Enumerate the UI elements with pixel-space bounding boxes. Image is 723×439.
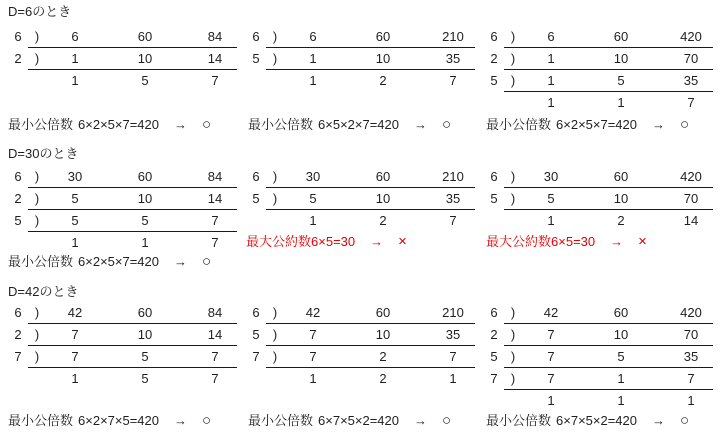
division-paren: ) (510, 371, 516, 386)
lcm-caption (486, 116, 689, 134)
caption-formula: 6×2×5×7=420 (78, 254, 159, 269)
ladder-divisor-row (8, 166, 238, 188)
arrow-icon: → (174, 254, 187, 269)
division-paren: ) (34, 29, 40, 44)
dividend-value: 1 (309, 51, 317, 66)
ladder-divisor-row (484, 48, 714, 70)
result-value: 1 (547, 95, 555, 110)
ladder-divisor-row (246, 188, 476, 210)
dividend-value: 6 (71, 29, 79, 44)
divisor-value: 6 (252, 29, 260, 44)
divisor-value: 2 (14, 191, 22, 206)
caption-formula: 6×2×5×7=420 (78, 117, 159, 132)
dividend-value: 14 (207, 51, 223, 66)
result-value: 14 (683, 213, 699, 228)
dividend-value: 1 (71, 51, 79, 66)
dividend-value: 60 (375, 169, 391, 184)
caption-formula: 6×5×2×7=420 (318, 117, 399, 132)
dividend-value: 10 (613, 327, 629, 342)
dividend-value: 70 (683, 51, 699, 66)
circle-mark-icon: ○ (680, 116, 690, 133)
dividend-value: 7 (449, 349, 457, 364)
dividend-value: 30 (543, 169, 559, 184)
dividend-value: 5 (71, 191, 79, 206)
ladder-divisor-row (484, 70, 714, 92)
dividend-value: 7 (309, 327, 317, 342)
dividend-value: 1 (547, 73, 555, 88)
division-paren: ) (510, 327, 516, 342)
ladder-divisor-row (484, 324, 714, 346)
division-paren: ) (272, 51, 278, 66)
dividend-value: 7 (71, 349, 79, 364)
division-ladder (8, 26, 238, 92)
division-ladder (246, 302, 476, 390)
result-value: 7 (687, 95, 695, 110)
dividend-value: 70 (683, 327, 699, 342)
arrow-icon: → (652, 413, 665, 428)
result-value: 1 (687, 393, 695, 408)
dividend-value: 7 (547, 349, 555, 364)
dividend-value: 60 (137, 29, 153, 44)
result-value: 1 (547, 213, 555, 228)
dividend-value: 42 (305, 305, 321, 320)
dividend-value: 1 (617, 371, 625, 386)
dividend-value: 30 (67, 169, 83, 184)
division-paren: ) (272, 327, 278, 342)
result-value: 2 (617, 213, 625, 228)
divisor-value: 2 (490, 51, 498, 66)
division-ladder (8, 166, 238, 254)
circle-mark-icon: ○ (202, 116, 212, 133)
divisor-value: 5 (252, 191, 260, 206)
division-ladder (484, 302, 714, 412)
dividend-value: 84 (207, 29, 223, 44)
division-paren: ) (34, 305, 40, 320)
division-paren: ) (272, 349, 278, 364)
division-paren: ) (272, 305, 278, 320)
gcd-caption (246, 233, 407, 251)
dividend-value: 210 (442, 29, 464, 44)
dividend-value: 35 (445, 327, 461, 342)
result-value: 7 (449, 73, 457, 88)
division-ladder (246, 26, 476, 92)
ladder-divisor-row (246, 324, 476, 346)
dividend-value: 30 (305, 169, 321, 184)
division-paren: ) (34, 51, 40, 66)
division-ladder (484, 166, 714, 232)
dividend-value: 10 (375, 51, 391, 66)
dividend-value: 210 (442, 169, 464, 184)
dividend-value: 7 (547, 327, 555, 342)
result-value: 1 (71, 73, 79, 88)
ladder-divisor-row (246, 26, 476, 48)
caption-label: 最小公倍数 (8, 117, 74, 132)
dividend-value: 14 (207, 191, 223, 206)
ladder-divisor-row (484, 346, 714, 368)
ladder-result-row (246, 368, 476, 390)
caption-label: 最小公倍数 (248, 413, 314, 428)
divisor-value: 6 (14, 29, 22, 44)
divisor-value: 2 (14, 327, 22, 342)
result-value: 1 (449, 371, 457, 386)
result-value: 1 (141, 235, 149, 250)
arrow-icon: → (610, 234, 624, 249)
ladder-result-row (8, 368, 238, 390)
dividend-value: 10 (137, 191, 153, 206)
caption-label: 最小公倍数 (486, 117, 552, 132)
result-value: 7 (211, 235, 219, 250)
result-value: 7 (449, 213, 457, 228)
dividend-value: 6 (547, 29, 555, 44)
ladder-divisor-row (8, 324, 238, 346)
dividend-value: 210 (442, 305, 464, 320)
dividend-value: 7 (687, 371, 695, 386)
dividend-value: 60 (137, 169, 153, 184)
dividend-value: 10 (137, 327, 153, 342)
dividend-value: 420 (680, 29, 702, 44)
dividend-value: 35 (683, 349, 699, 364)
result-value: 1 (547, 393, 555, 408)
caption-formula: 6×7×5×2=420 (556, 413, 637, 428)
caption-label: 最大公約数 (486, 234, 552, 249)
ladder-divisor-row (246, 166, 476, 188)
caption-formula: 6×5=30 (311, 234, 356, 249)
ladder-result-row (8, 232, 238, 254)
divisor-value: 7 (14, 349, 22, 364)
dividend-value: 84 (207, 305, 223, 320)
divisor-value: 6 (14, 305, 22, 320)
lcm-caption (8, 116, 211, 134)
division-paren: ) (272, 29, 278, 44)
division-ladder (8, 302, 238, 390)
dividend-value: 7 (211, 349, 219, 364)
divisor-value: 5 (490, 73, 498, 88)
dividend-value: 6 (309, 29, 317, 44)
divisor-value: 6 (490, 305, 498, 320)
dividend-value: 10 (375, 327, 391, 342)
gcd-caption (486, 233, 647, 251)
divisor-value: 5 (490, 191, 498, 206)
dividend-value: 5 (617, 349, 625, 364)
dividend-value: 35 (445, 191, 461, 206)
caption-formula: 6×2×7×5=420 (78, 413, 159, 428)
ladder-result-row (484, 390, 714, 412)
dividend-value: 2 (379, 349, 387, 364)
result-value: 1 (617, 95, 625, 110)
result-value: 7 (211, 73, 219, 88)
result-value: 2 (379, 73, 387, 88)
division-ladder (484, 26, 714, 114)
division-paren: ) (34, 191, 40, 206)
divisor-value: 7 (490, 371, 498, 386)
divisor-value: 2 (14, 51, 22, 66)
ladder-result-row (8, 70, 238, 92)
dividend-value: 10 (137, 51, 153, 66)
dividend-value: 420 (680, 305, 702, 320)
dividend-value: 35 (683, 73, 699, 88)
caption-label: 最小公倍数 (486, 413, 552, 428)
caption-label: 最小公倍数 (8, 254, 74, 269)
dividend-value: 7 (547, 371, 555, 386)
dividend-value: 5 (617, 73, 625, 88)
dividend-value: 420 (680, 169, 702, 184)
arrow-icon: → (174, 117, 187, 132)
section-title-d6: D=6のとき (8, 4, 72, 19)
ladder-divisor-row (8, 48, 238, 70)
dividend-value: 10 (613, 191, 629, 206)
divisor-value: 6 (14, 169, 22, 184)
divisor-value: 6 (252, 169, 260, 184)
divisor-value: 6 (252, 305, 260, 320)
dividend-value: 5 (71, 213, 79, 228)
result-value: 1 (309, 213, 317, 228)
dividend-value: 10 (375, 191, 391, 206)
caption-formula: 6×5=30 (551, 234, 596, 249)
dividend-value: 1 (547, 51, 555, 66)
ladder-divisor-row (484, 188, 714, 210)
lcm-caption (486, 412, 689, 430)
ladder-result-row (246, 210, 476, 232)
result-value: 5 (141, 371, 149, 386)
lcm-caption (8, 253, 211, 271)
dividend-value: 7 (71, 327, 79, 342)
divisor-value: 6 (490, 29, 498, 44)
circle-mark-icon: ○ (202, 253, 212, 270)
ladder-result-row (484, 92, 714, 114)
divisor-value: 5 (490, 349, 498, 364)
result-value: 1 (309, 73, 317, 88)
dividend-value: 60 (613, 29, 629, 44)
result-value: 7 (211, 371, 219, 386)
arrow-icon: → (174, 413, 187, 428)
division-paren: ) (34, 327, 40, 342)
dividend-value: 60 (375, 29, 391, 44)
caption-formula: 6×7×5×2=420 (318, 413, 399, 428)
division-paren: ) (272, 169, 278, 184)
division-paren: ) (34, 213, 40, 228)
result-value: 5 (141, 73, 149, 88)
dividend-value: 60 (613, 169, 629, 184)
ladder-divisor-row (484, 166, 714, 188)
ladder-divisor-row (246, 48, 476, 70)
ladder-divisor-row (8, 26, 238, 48)
ladder-divisor-row (484, 368, 714, 390)
dividend-value: 5 (141, 349, 149, 364)
circle-mark-icon: ○ (442, 116, 452, 133)
circle-mark-icon: ○ (680, 412, 690, 429)
divisor-value: 5 (252, 51, 260, 66)
circle-mark-icon: ○ (442, 412, 452, 429)
division-paren: ) (510, 73, 516, 88)
dividend-value: 84 (207, 169, 223, 184)
result-value: 1 (71, 371, 79, 386)
dividend-value: 10 (613, 51, 629, 66)
ladder-result-row (484, 210, 714, 232)
caption-label: 最大公約数 (246, 234, 312, 249)
divisor-value: 6 (490, 169, 498, 184)
arrow-icon: → (652, 117, 665, 132)
caption-label: 最小公倍数 (248, 117, 314, 132)
lcm-caption (248, 412, 451, 430)
result-value: 1 (71, 235, 79, 250)
cross-mark-icon: × (398, 233, 407, 250)
result-value: 1 (309, 371, 317, 386)
division-paren: ) (272, 191, 278, 206)
divisor-value: 7 (252, 349, 260, 364)
dividend-value: 70 (683, 191, 699, 206)
dividend-value: 5 (141, 213, 149, 228)
division-paren: ) (34, 349, 40, 364)
arrow-icon: → (414, 117, 427, 132)
lcm-caption (248, 116, 451, 134)
lcm-caption (8, 412, 211, 430)
dividend-value: 5 (309, 191, 317, 206)
ladder-divisor-row (8, 188, 238, 210)
ladder-divisor-row (8, 210, 238, 232)
result-value: 1 (617, 393, 625, 408)
divisor-value: 5 (14, 213, 22, 228)
division-paren: ) (510, 29, 516, 44)
dividend-value: 35 (445, 51, 461, 66)
dividend-value: 7 (309, 349, 317, 364)
ladder-divisor-row (246, 302, 476, 324)
dividend-value: 42 (67, 305, 83, 320)
division-ladder (246, 166, 476, 232)
dividend-value: 60 (137, 305, 153, 320)
arrow-icon: → (370, 234, 384, 249)
dividend-value: 5 (547, 191, 555, 206)
division-paren: ) (510, 349, 516, 364)
division-paren: ) (34, 169, 40, 184)
ladder-divisor-row (484, 26, 714, 48)
dividend-value: 14 (207, 327, 223, 342)
dividend-value: 42 (543, 305, 559, 320)
section-title-d42: D=42のとき (8, 284, 79, 299)
dividend-value: 7 (211, 213, 219, 228)
divisor-value: 2 (490, 327, 498, 342)
ladder-divisor-row (8, 302, 238, 324)
ladder-divisor-row (484, 302, 714, 324)
dividend-value: 60 (375, 305, 391, 320)
ladder-divisor-row (8, 346, 238, 368)
ladder-result-row (246, 70, 476, 92)
caption-formula: 6×2×5×7=420 (556, 117, 637, 132)
division-paren: ) (510, 305, 516, 320)
divisor-value: 5 (252, 327, 260, 342)
caption-label: 最小公倍数 (8, 413, 74, 428)
division-paren: ) (510, 191, 516, 206)
ladder-divisor-row (246, 346, 476, 368)
circle-mark-icon: ○ (202, 412, 212, 429)
arrow-icon: → (414, 413, 427, 428)
result-value: 2 (379, 213, 387, 228)
section-title-d30: D=30のとき (8, 146, 79, 161)
result-value: 2 (379, 371, 387, 386)
dividend-value: 60 (613, 305, 629, 320)
division-paren: ) (510, 51, 516, 66)
cross-mark-icon: × (638, 233, 647, 250)
division-paren: ) (510, 169, 516, 184)
